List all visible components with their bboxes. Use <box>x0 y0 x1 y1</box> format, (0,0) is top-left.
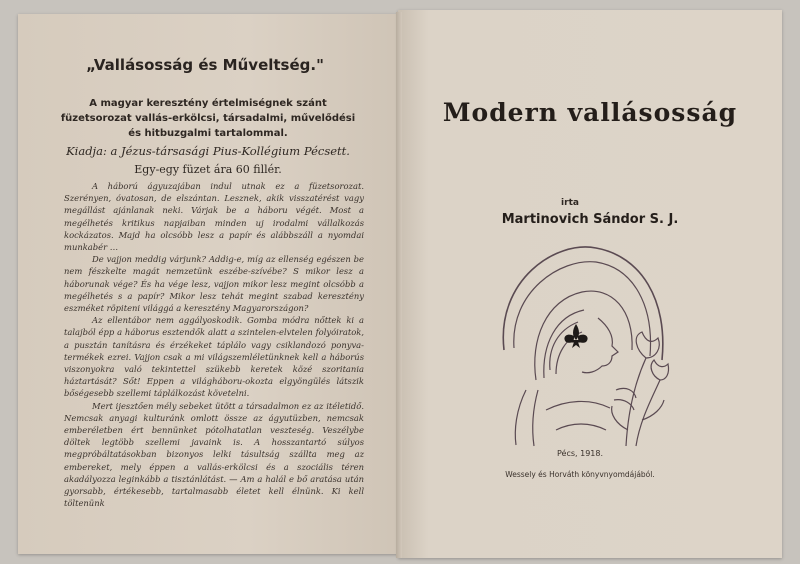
place-year: Pécs, 1918. <box>556 449 603 458</box>
publisher-line: Kiadja: a Jézus-társasági Pius-Kollégium Pécsett. <box>66 144 350 158</box>
series-description: A magyar keresztény értelmiségnek szánt füzetsorozat vallás-erkölcsi, társadalmi, művelődési és hitbuzgalmi tartalommal. <box>60 98 356 139</box>
author-name: Martinovich Sándor S. J. <box>501 212 679 227</box>
intro-paragraph: Az ellentábor nem aggályoskodik. Gomba módra nőttek ki a talajból épp a háborus esztendők alatt a szintelen-elvtelen folyóiratok, a pusztán tanításra és érzékeket táplálo vagy csiklandozó ponyva-termékek ezrei. Vajjon csak a mi világszemléletünknek kell a háborús viszonyokra való tekintettel szükebb keretek közé szoritania háztartását? Sőt! Eppen a világháboru-okozta elgyöngülés látszik bőségesebb szellemi táplálkozást követelni. <box>64 315 364 399</box>
series-title: „Vallásosság és Műveltség." <box>86 56 324 74</box>
madonna-lily-illustration <box>486 240 672 450</box>
printer-line: Wessely és Horváth könyvnyomdájából. <box>505 470 655 479</box>
intro-paragraph: Mert ijesztően mély sebeket ütött a társadalmon ez az itéletidő. Nemcsak anyagi kulturánk omlott össze az ágyutüzben, nemcsak emberéletben ért bennünket pótolhatatlan veszteség. Veszélybe döltek legtöbb szellemi javaink is. A hosszantartó súlyos megpróbáltatásokban bizonyos lelki tásultság szállta meg az embereket, mely éppen a vallás-erkölcsi és a szociális téren akadályozza leginkább a tisztánlátást. — Am a halál e bő aratása után gyorsabb, értékesebb, tartalmasabb életet kell élnünk. Ki kell töltenünk <box>64 400 364 509</box>
intro-paragraph: A háború ágyuzajában indul utnak ez a füzetsorozat. Szerényen, óvatosan, de elszántan. Lesznek, akik visszatérést vagy megállást ajánlanak neki. Várjak be a háboru végét. Most a megélhetés kritikus napjaiban minden uj irodalmi vállalkozás kockázatos. Majd ha olcsóbb lesz a papír és alábbszáll a nyomdai munkabér … <box>64 181 364 253</box>
by-label: irta <box>561 198 579 208</box>
book-title: Modern vallásosság <box>442 98 738 127</box>
intro-paragraph: De vajjon meddig várjunk? Addig-e, míg az ellenség egészen be nem fészkelte magát nemzetünk eszébe-szívébe? S mikor lesz a háborunak vége? És ha vége lesz, vajjon mikor lesz megint olcsóbb a megélhetés s a papír? Mikor lesz tehát megint szabad keresztény eszméket röpiteni világgá a keresztény Magyarországon? <box>64 254 364 314</box>
price-line: Egy-egy füzet ára 60 fillér. <box>134 163 282 176</box>
book-spine <box>396 12 402 558</box>
intro-text <box>64 180 364 509</box>
